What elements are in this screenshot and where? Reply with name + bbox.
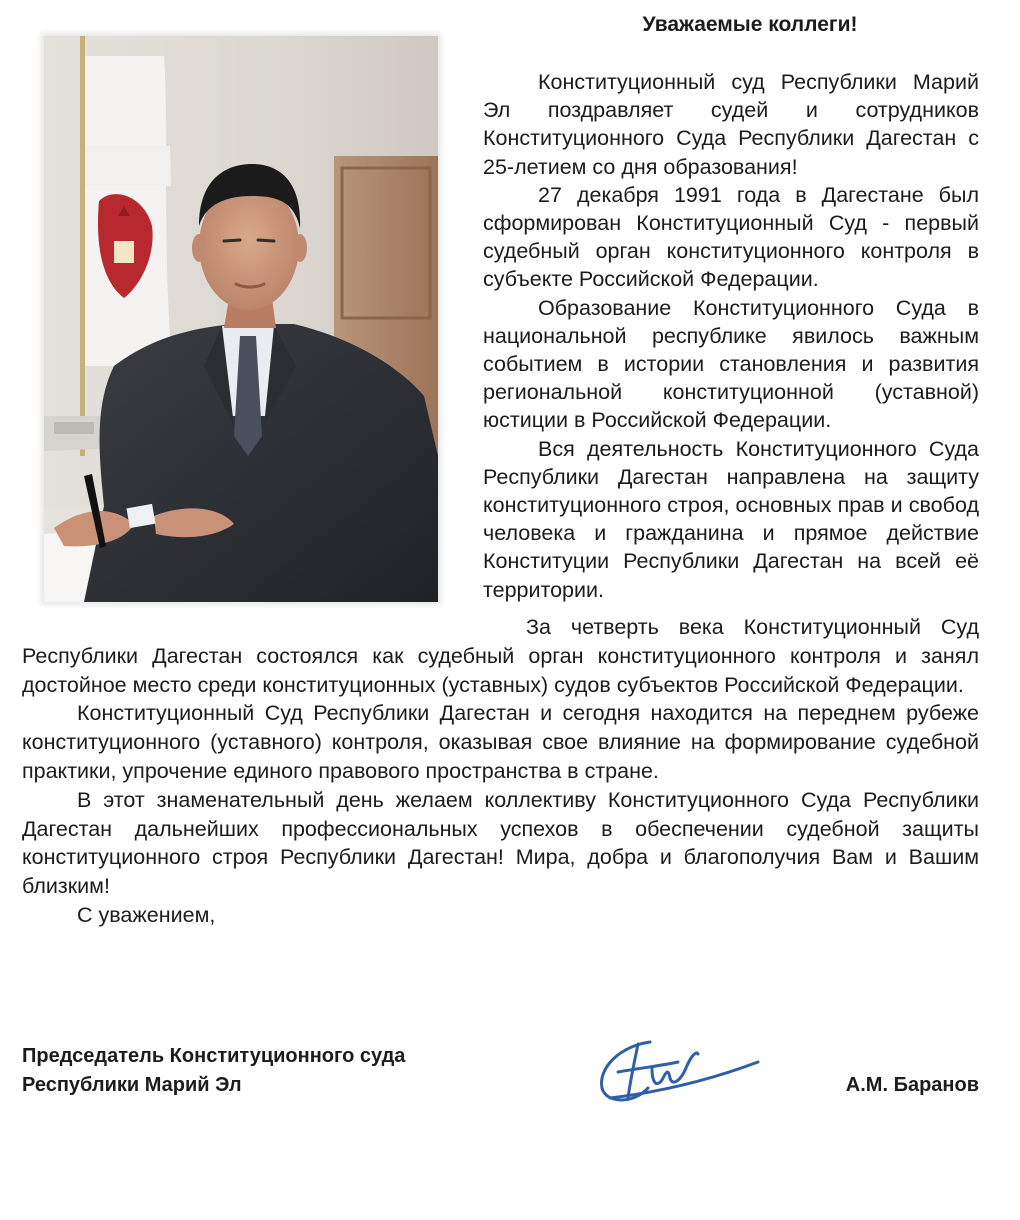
- paragraph-today: Конституционный Суд Республики Дагестан и сегодня находится на переднем рубеже конституционного (уставного) контроля, оказывая свое влияние на формирование судебной практики, упрочение единого правового пространства в стране.: [22, 701, 979, 783]
- handwritten-signature: [590, 1028, 765, 1110]
- paragraph-history: 27 декабря 1991 года в Дагестане был сформирован Конституционный Суд - первый судебный орган конституционного контроля в субъекте Российской Федерации.: [483, 182, 979, 292]
- signatory-name: А.М. Баранов: [845, 1074, 979, 1096]
- portrait-photo: [44, 36, 438, 602]
- paragraph-congratulation: Конституционный суд Республики Марий Эл поздравляет судей и сотрудников Конституционного Суда Республики Дагестан с 25-летием со дня образования!: [483, 70, 979, 179]
- paragraph-significance: Образование Конституционного Суда в национальной республике явилось важным событием в истории становления и развития региональной конституционной (уставной) юстиции в Российской Федерации.: [483, 295, 979, 433]
- signatory-title-line1: Председатель Конституционного суда: [22, 1045, 406, 1067]
- greeting-heading: Уважаемые коллеги!: [642, 13, 858, 36]
- paragraph-quarter-century-lead: За четверть века Конституционный Суд: [526, 615, 979, 639]
- full-width-text: [22, 613, 979, 930]
- paragraph-activity: Вся деятельность Конституционного Суда Республики Дагестан направлена на защиту конституционного строя, основных прав и свобод человека и гражданина и прямое действие Конституции Республики Дагестан на всей её территории.: [483, 436, 979, 602]
- right-column-text: [483, 68, 979, 604]
- paragraph-quarter-century-rest: Республики Дагестан состоялся как судебный орган конституционного контроля и занял достойное место среди конституционных (уставных) судов субъектов Российской Федерации.: [22, 643, 979, 697]
- paragraph-wishes: В этот знаменательный день желаем коллективу Конституционного Суда Республики Дагестан дальнейших профессиональных успехов в обеспечении судебной защиты конституционного строя Республики Дагестан! Мира, добра и благополучия Вам и Вашим близким!: [22, 787, 979, 899]
- paragraph-quarter-century: [22, 613, 979, 699]
- signatory-title-line2: Республики Марий Эл: [22, 1074, 242, 1096]
- signatory-title: [22, 1042, 405, 1100]
- closing-phrase: С уважением,: [77, 902, 216, 927]
